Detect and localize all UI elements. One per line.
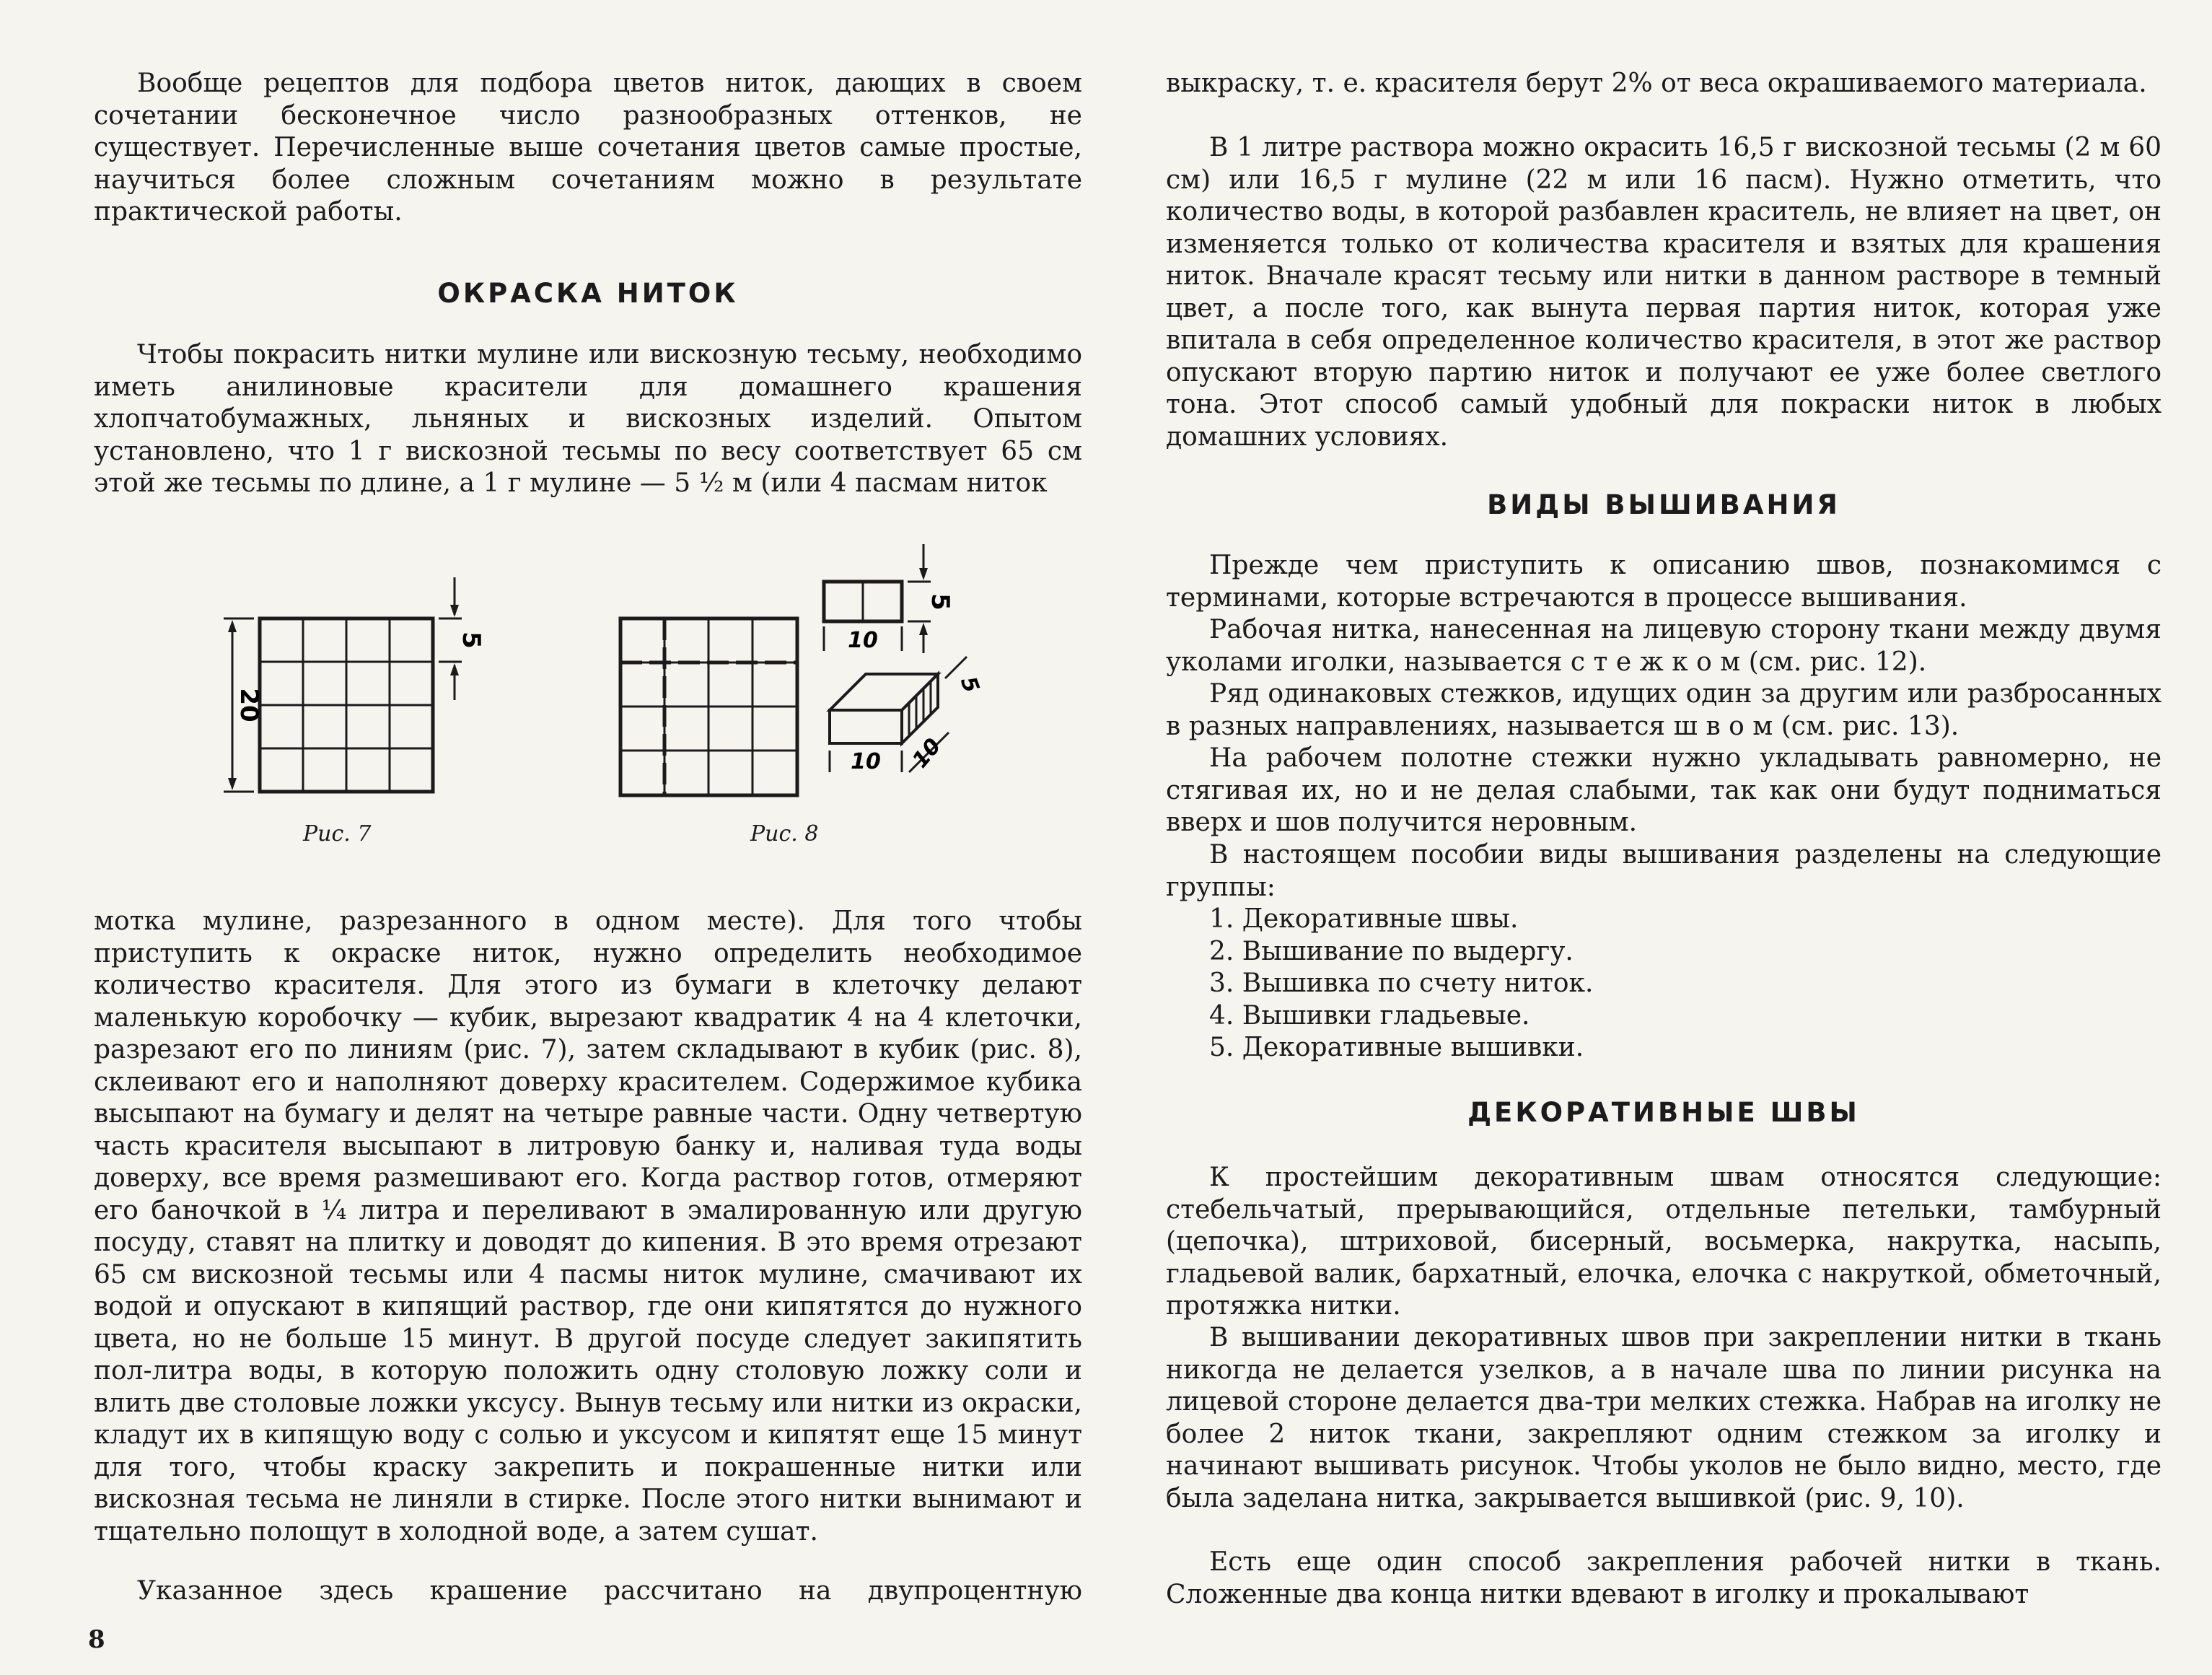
list-item: 4. Вышивки гладьевые.: [1209, 1000, 1530, 1031]
paragraph: Ряд одинаковых стежков, идущих один за другим или разбросанных в разных направлениях, называется ш в о м (см. рис. 13).: [1166, 679, 2161, 741]
section-heading: ВИДЫ ВЫШИВАНИЯ: [1487, 489, 1840, 520]
fig8-dim-cube-w: 10: [851, 749, 881, 774]
paragraph: В настоящем пособии виды вышивания разделены на следующие группы:: [1166, 840, 2161, 902]
list-item: 2. Вышивание по выдергу.: [1209, 936, 1574, 966]
figure-7-grid: [209, 563, 491, 808]
paragraph: Чтобы покрасить нитки мулине или вискозную тесьму, необходимо иметь анилиновые красители для домашнего крашения хлопчатобумажных, льняных и вискозных изделий. Опытом установлено, что 1 г вискозной тесьмы по весу соответствует 65 см этой же тесьмы по длине, а 1 г мулине — 5 ½ м (или 4 пасмам ниток: [94, 340, 1082, 498]
fig8-dim-small-h: 5: [926, 593, 954, 611]
paragraph: Вообще рецептов для подбора цветов ниток, дающих в своем сочетании бесконечное число разнообразных оттенков, не существует. Перечисленные выше сочетания цветов самые простые, научиться более сложным сочетаниям можно в результате практической работы.: [94, 69, 1082, 227]
paragraph: мотка мулине, разрезанного в одном месте). Для того чтобы приступить к окраске ниток, нужно определить необходимое количество красителя. Для этого из бумаги в клеточку делают маленькую коробочку — кубик, вырезают квадратик 4 на 4 клеточки, разрезают его по линиям (рис. 7), затем складывают в кубик (рис. 8), склеивают его и наполняют доверху красителем. Содержимое кубика высыпают на бумагу и делят на четыре равные части. Одну четвертую часть красителя высыпают в литровую банку и, наливая туда воды доверху, все время размешивают его. Когда раствор готов, отмеряют его баночкой в ¼ литра и переливают в эмалированную или другую посуду, ставят на плитку и доводят до кипения. В это время отрезают 65 см вискозной тесьмы или 4 пасмы ниток мулине, смачивают их водой и опускают в кипящий раствор, где они кипятятся до нужного цвета, но не больше 15 минут. В другой посуде следует закипятить пол-литра воды, в которую положить одну столовую ложку соли и влить две столовые ложки уксусу. Вынув тесьму или нитки из окраски, кладут их в кипящую воду с солью и уксусом и кипятят еще 15 минут для того, чтобы краску закрепить и покрашенные нитки или вискозная тесьма не линяли в стирке. После этого нитки вынимают и тщательно полощут в холодной воде, а затем сушат.: [94, 906, 1082, 1547]
list-item: 5. Декоративные вышивки.: [1209, 1033, 1584, 1062]
figure-8-cube: [599, 534, 1003, 823]
list-item: 3. Вышивка по счету ниток.: [1209, 968, 1594, 998]
section-heading: ДЕКОРАТИВНЫЕ ШВЫ: [1467, 1097, 1860, 1128]
paragraph: выкраску, т. е. красителя берут 2% от веса окрашиваемого материала.: [1166, 69, 2147, 98]
figure-8-caption: Рис. 8: [750, 821, 819, 847]
paragraph: К простейшим декоративным швам относятся следующие: стебельчатый, прерывающийся, отдельные петельки, тамбурный (цепочка), штриховой, бисерный, восьмерка, накрутка, насыпь, гладьевой валик, бархатный, елочка, елочка с накруткой, обметочный, протяжка нитки.: [1166, 1163, 2161, 1321]
paragraph: Указанное здесь крашение рассчитано на двупроцентную: [137, 1576, 1082, 1606]
fig8-dim-cube-d: 10: [907, 733, 947, 774]
paragraph: На рабочем полотне стежки нужно укладывать равномерно, не стягивая их, но и не делая слабыми, так как они будут подниматься вверх и шов получится неровным.: [1166, 743, 2161, 837]
fig8-dim-small-w: 10: [848, 628, 878, 653]
paragraph: Есть еще один способ закрепления рабочей нитки в ткань. Сложенные два конца нитки вдевают в иголку и прокалывают: [1166, 1547, 2161, 1609]
section-heading: ОКРАСКА НИТОК: [437, 278, 739, 309]
list-item: 1. Декоративные швы.: [1209, 904, 1519, 934]
paragraph: В вышивании декоративных швов при закреплении нитки в ткань никогда не делается узелков, а в начале шва по линии рисунка на лицевой стороне делается два-три мелких стежка. Набрав на иголку не более 2 ниток ткани, закрепляют одним стежком за иголку и начинают вышивать рисунок. Чтобы уколов не было видно, место, где была заделана нитка, закрывается вышивкой (рис. 9, 10).: [1166, 1323, 2161, 1513]
fig7-dim-cell: 5: [457, 631, 486, 649]
fig7-dim-height: 20: [234, 688, 263, 722]
fig8-dim-cube-depth: 5: [954, 673, 984, 696]
figure-7-caption: Рис. 7: [303, 821, 372, 847]
right-page: [1106, 0, 2212, 1675]
page-number: 8: [88, 1625, 105, 1654]
embroidery-types-list: [1209, 904, 2147, 1064]
paragraph: В 1 литре раствора можно окрасить 16,5 г вискозной тесьмы (2 м 60 см) или 16,5 г мулине (22 м или 16 пасм). Нужно отметить, что количество воды, в которой разбавлен краситель, не влияет на цвет, он изменяется только от количества красителя и взятых для крашения ниток. Вначале красят тесьму или нитки в данном растворе в темный цвет, а после того, как вынута первая партия ниток, которая уже впитала в себя определенное количество красителя, в этот же раствор опускают вторую партию ниток и получают ее уже более светлого тона. Этот способ самый удобный для покраски ниток в любых домашних условиях.: [1166, 133, 2161, 452]
paragraph: Прежде чем приступить к описанию швов, познакомимся с терминами, которые встречаются в процессе вышивания.: [1166, 551, 2161, 613]
paragraph: Рабочая нитка, нанесенная на лицевую сторону ткани между двумя уколами иголки, называется с т е ж к о м (см. рис. 12).: [1166, 615, 2161, 677]
